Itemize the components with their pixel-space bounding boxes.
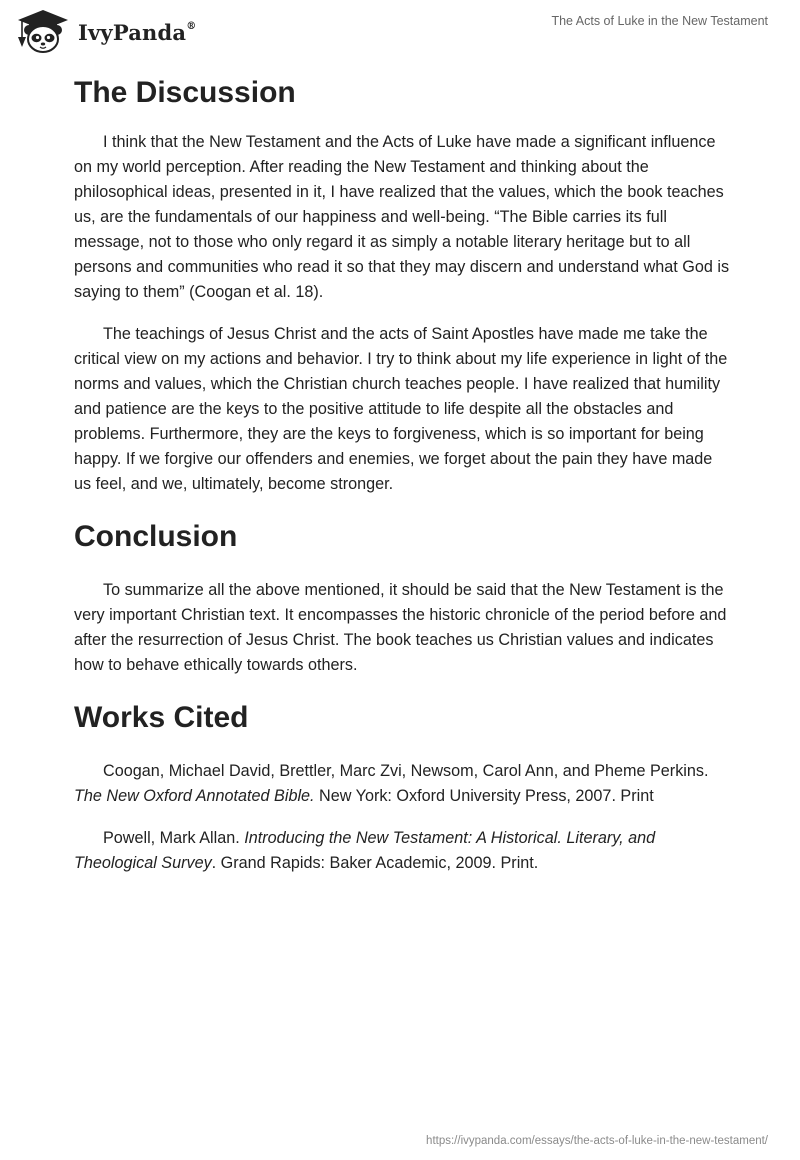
- discussion-paragraph-2: The teachings of Jesus Christ and the acts of Saint Apostles have made me take the critical view on my actions and behavior. I try to think about my life experience in light of the norms and values, which the Christian church teaches people. I have realized that humility and patience are the keys to the positive attitude to life despite all the obstacles and problems. Furthermore, they are the keys to forgiveness, which is so important for being happy. If we forgive our offenders and enemies, we forget about the pain they have made us feel, and we, ultimately, become stronger.: [74, 325, 728, 493]
- heading-discussion: The Discussion: [74, 76, 296, 109]
- panda-graduate-icon: [14, 9, 72, 55]
- brand-logo[interactable]: [14, 9, 196, 55]
- essay-content: [74, 60, 730, 876]
- citation-entry: Coogan, Michael David, Brettler, Marc Zvi, Newsom, Carol Ann, and Pheme Perkins. The New Oxford Annotated Bible. New York: Oxford University Press, 2007. Print: [74, 762, 709, 805]
- conclusion-paragraph-1: To summarize all the above mentioned, it should be said that the New Testament is the very important Christian text. It encompasses the historic chronicle of the period before and after the resurrection of Jesus Christ. The book teaches us Christian values and indicates how to behave ethically towards others.: [74, 581, 727, 674]
- source-url[interactable]: https://ivypanda.com/essays/the-acts-of-luke-in-the-new-testament/: [426, 1135, 768, 1147]
- heading-works-cited: Works Cited: [74, 701, 249, 734]
- heading-conclusion: Conclusion: [74, 520, 238, 553]
- discussion-paragraph-1: I think that the New Testament and the Acts of Luke have made a significant influence on my world perception. After reading the New Testament and thinking about the philosophical ideas, presented in it, I have realized that the values, which the book teaches us, are the fundamentals of our happiness and well-being. “The Bible carries its full message, not to those who only regard it as simply a notable literary heritage but to all persons and communities who read it so that they may discern and understand what God is saying to them” (Coogan et al. 18).: [74, 133, 730, 301]
- document-title: The Acts of Luke in the New Testament: [551, 14, 768, 28]
- citation-entry: Powell, Mark Allan. Introducing the New Testament: A Historical. Literary, and Theological Survey. Grand Rapids: Baker Academic, 2009. Print.: [74, 829, 656, 872]
- brand-name: IvyPanda®: [78, 19, 197, 45]
- citation-title: Introducing the New Testament: A Historical. Literary, and Theological Survey: [74, 829, 656, 872]
- citation-title: The New Oxford Annotated Bible.: [74, 787, 315, 805]
